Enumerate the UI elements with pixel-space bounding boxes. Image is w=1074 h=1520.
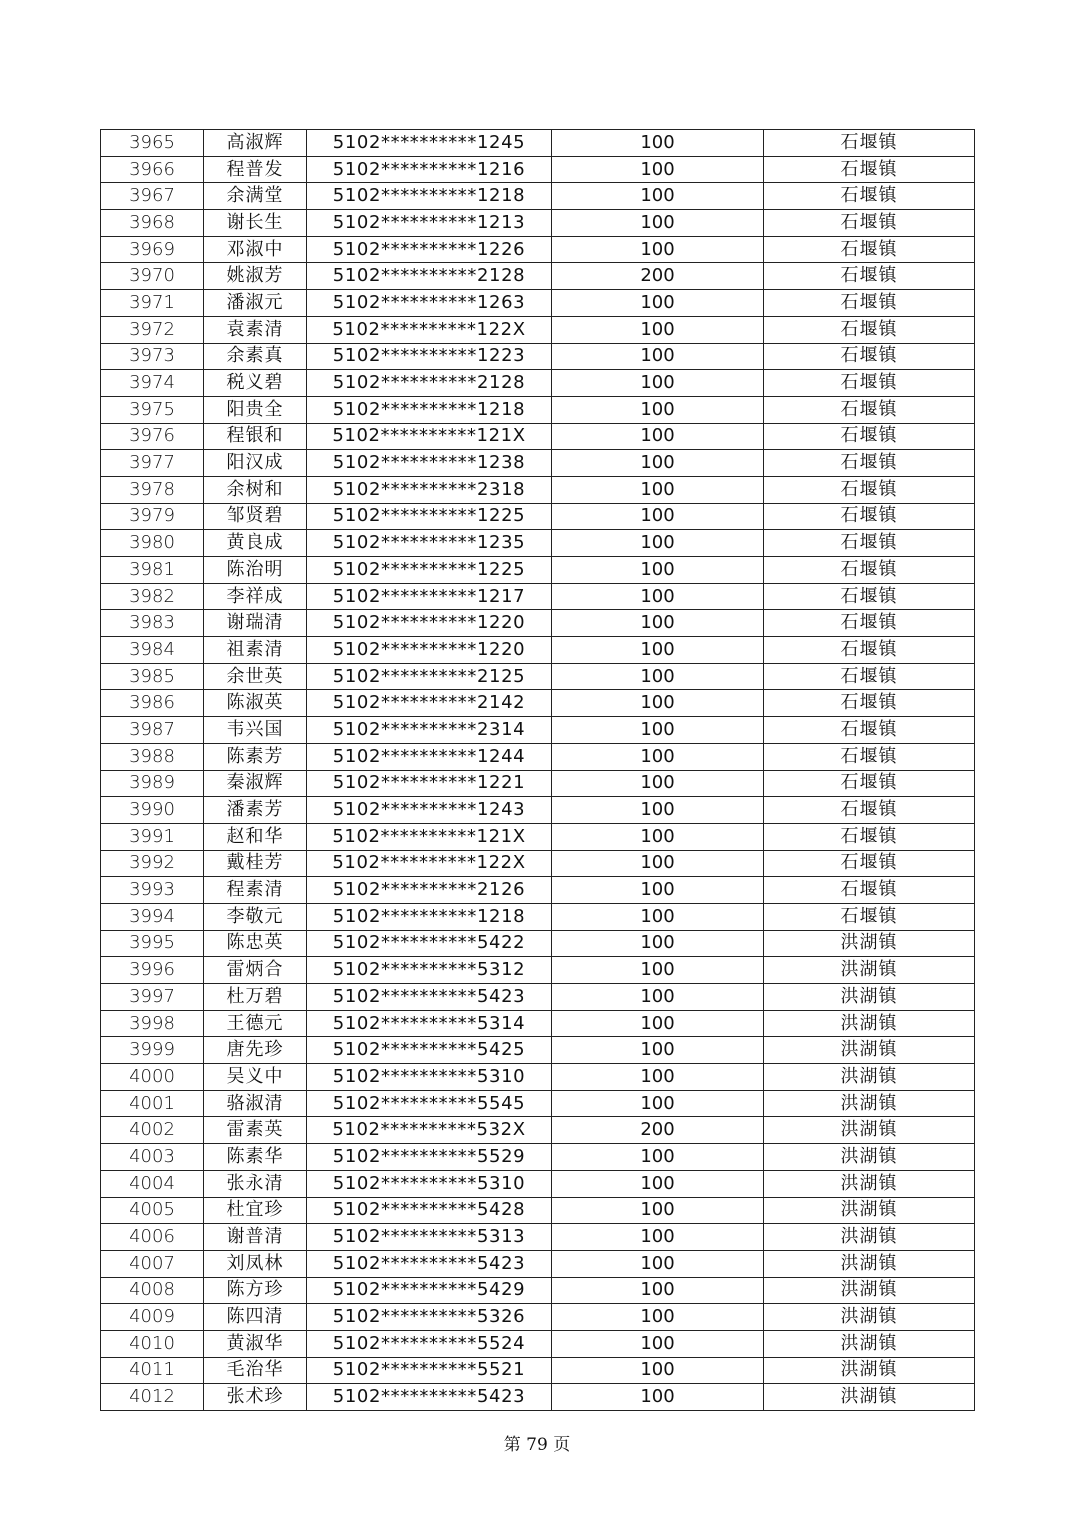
row-number-cell: 3975 <box>101 396 204 423</box>
town-cell: 石堰镇 <box>764 743 975 770</box>
amount-cell: 100 <box>552 957 764 984</box>
town-cell: 石堰镇 <box>764 396 975 423</box>
id-number-cell: 5102**********1263 <box>307 290 552 317</box>
amount-cell: 100 <box>552 797 764 824</box>
town-cell: 洪湖镇 <box>764 957 975 984</box>
row-number-cell: 3988 <box>101 743 204 770</box>
table-row <box>101 850 975 877</box>
table-row <box>101 930 975 957</box>
amount-cell: 100 <box>552 343 764 370</box>
amount-cell: 100 <box>552 877 764 904</box>
row-number-cell: 4004 <box>101 1170 204 1197</box>
amount-cell: 100 <box>552 583 764 610</box>
id-number-cell: 5102**********122X <box>307 316 552 343</box>
town-cell: 石堰镇 <box>764 797 975 824</box>
row-number-cell: 3969 <box>101 236 204 263</box>
person-name-cell: 韦兴国 <box>204 717 307 744</box>
amount-cell: 100 <box>552 1304 764 1331</box>
table-row <box>101 743 975 770</box>
table-row <box>101 316 975 343</box>
amount-cell: 100 <box>552 717 764 744</box>
town-cell: 石堰镇 <box>764 423 975 450</box>
person-name-cell: 陈治明 <box>204 557 307 584</box>
table-row <box>101 130 975 157</box>
id-number-cell: 5102**********1235 <box>307 530 552 557</box>
person-name-cell: 税义碧 <box>204 370 307 397</box>
row-number-cell: 3997 <box>101 984 204 1011</box>
person-name-cell: 张永清 <box>204 1170 307 1197</box>
id-number-cell: 5102**********5524 <box>307 1330 552 1357</box>
person-name-cell: 杜宜珍 <box>204 1197 307 1224</box>
town-cell: 石堰镇 <box>764 877 975 904</box>
person-name-cell: 程银和 <box>204 423 307 450</box>
table-row <box>101 984 975 1011</box>
table-row <box>101 823 975 850</box>
table-row <box>101 1037 975 1064</box>
amount-cell: 100 <box>552 1224 764 1251</box>
amount-cell: 100 <box>552 530 764 557</box>
id-number-cell: 5102**********1218 <box>307 183 552 210</box>
person-name-cell: 雷炳合 <box>204 957 307 984</box>
id-number-cell: 5102**********122X <box>307 850 552 877</box>
row-number-cell: 4012 <box>101 1384 204 1411</box>
table-row <box>101 1357 975 1384</box>
table-row <box>101 1064 975 1091</box>
row-number-cell: 3990 <box>101 797 204 824</box>
town-cell: 石堰镇 <box>764 316 975 343</box>
table-row <box>101 1197 975 1224</box>
table-row <box>101 717 975 744</box>
table-row <box>101 370 975 397</box>
amount-cell: 100 <box>552 1250 764 1277</box>
person-name-cell: 陈素芳 <box>204 743 307 770</box>
row-number-cell: 3968 <box>101 210 204 237</box>
table-row <box>101 1224 975 1251</box>
row-number-cell: 3991 <box>101 823 204 850</box>
table-row <box>101 530 975 557</box>
town-cell: 石堰镇 <box>764 476 975 503</box>
person-name-cell: 李敬元 <box>204 903 307 930</box>
row-number-cell: 3977 <box>101 450 204 477</box>
town-cell: 洪湖镇 <box>764 1330 975 1357</box>
person-name-cell: 阳贵全 <box>204 396 307 423</box>
town-cell: 石堰镇 <box>764 183 975 210</box>
amount-cell: 100 <box>552 423 764 450</box>
town-cell: 洪湖镇 <box>764 1250 975 1277</box>
row-number-cell: 3971 <box>101 290 204 317</box>
id-number-cell: 5102**********5313 <box>307 1224 552 1251</box>
row-number-cell: 3979 <box>101 503 204 530</box>
table-row <box>101 903 975 930</box>
amount-cell: 100 <box>552 1197 764 1224</box>
table-row <box>101 263 975 290</box>
amount-cell: 100 <box>552 1357 764 1384</box>
amount-cell: 100 <box>552 370 764 397</box>
table-row <box>101 637 975 664</box>
town-cell: 洪湖镇 <box>764 1064 975 1091</box>
person-name-cell: 黄淑华 <box>204 1330 307 1357</box>
town-cell: 石堰镇 <box>764 263 975 290</box>
amount-cell: 100 <box>552 984 764 1011</box>
table-row <box>101 1170 975 1197</box>
table-row <box>101 210 975 237</box>
id-number-cell: 5102**********1217 <box>307 583 552 610</box>
row-number-cell: 3972 <box>101 316 204 343</box>
id-number-cell: 5102**********1225 <box>307 557 552 584</box>
row-number-cell: 3976 <box>101 423 204 450</box>
town-cell: 石堰镇 <box>764 450 975 477</box>
person-name-cell: 张术珍 <box>204 1384 307 1411</box>
id-number-cell: 5102**********1243 <box>307 797 552 824</box>
id-number-cell: 5102**********1245 <box>307 130 552 157</box>
amount-cell: 100 <box>552 183 764 210</box>
table-row <box>101 1330 975 1357</box>
town-cell: 石堰镇 <box>764 236 975 263</box>
row-number-cell: 3986 <box>101 690 204 717</box>
town-cell: 石堰镇 <box>764 690 975 717</box>
row-number-cell: 3965 <box>101 130 204 157</box>
row-number-cell: 3998 <box>101 1010 204 1037</box>
id-number-cell: 5102**********1244 <box>307 743 552 770</box>
amount-cell: 100 <box>552 663 764 690</box>
id-number-cell: 5102**********2314 <box>307 717 552 744</box>
id-number-cell: 5102**********1238 <box>307 450 552 477</box>
amount-cell: 100 <box>552 610 764 637</box>
amount-cell: 100 <box>552 130 764 157</box>
amount-cell: 100 <box>552 903 764 930</box>
person-name-cell: 黄良成 <box>204 530 307 557</box>
id-number-cell: 5102**********5326 <box>307 1304 552 1331</box>
table-row <box>101 476 975 503</box>
id-number-cell: 5102**********2125 <box>307 663 552 690</box>
person-name-cell: 陈四清 <box>204 1304 307 1331</box>
person-name-cell: 杜万碧 <box>204 984 307 1011</box>
person-name-cell: 吴义中 <box>204 1064 307 1091</box>
id-number-cell: 5102**********1220 <box>307 610 552 637</box>
id-number-cell: 5102**********121X <box>307 823 552 850</box>
id-number-cell: 5102**********5310 <box>307 1170 552 1197</box>
amount-cell: 100 <box>552 156 764 183</box>
row-number-cell: 4003 <box>101 1144 204 1171</box>
row-number-cell: 3987 <box>101 717 204 744</box>
person-name-cell: 谢长生 <box>204 210 307 237</box>
row-number-cell: 3995 <box>101 930 204 957</box>
town-cell: 石堰镇 <box>764 903 975 930</box>
id-number-cell: 5102**********5423 <box>307 1250 552 1277</box>
table-row <box>101 770 975 797</box>
town-cell: 石堰镇 <box>764 210 975 237</box>
person-name-cell: 秦淑辉 <box>204 770 307 797</box>
person-name-cell: 戴桂芳 <box>204 850 307 877</box>
row-number-cell: 4005 <box>101 1197 204 1224</box>
person-name-cell: 唐先珍 <box>204 1037 307 1064</box>
id-number-cell: 5102**********121X <box>307 423 552 450</box>
person-name-cell: 赵和华 <box>204 823 307 850</box>
person-name-cell: 陈淑英 <box>204 690 307 717</box>
table-row <box>101 583 975 610</box>
id-number-cell: 5102**********5310 <box>307 1064 552 1091</box>
id-number-cell: 5102**********5423 <box>307 984 552 1011</box>
id-number-cell: 5102**********5529 <box>307 1144 552 1171</box>
amount-cell: 100 <box>552 557 764 584</box>
person-name-cell: 陈素华 <box>204 1144 307 1171</box>
town-cell: 石堰镇 <box>764 156 975 183</box>
amount-cell: 100 <box>552 1330 764 1357</box>
row-number-cell: 3978 <box>101 476 204 503</box>
table-row <box>101 183 975 210</box>
row-number-cell: 3989 <box>101 770 204 797</box>
town-cell: 洪湖镇 <box>764 1357 975 1384</box>
person-name-cell: 程普发 <box>204 156 307 183</box>
person-name-cell: 阳汉成 <box>204 450 307 477</box>
person-name-cell: 刘凤林 <box>204 1250 307 1277</box>
person-name-cell: 余树和 <box>204 476 307 503</box>
table-row <box>101 156 975 183</box>
amount-cell: 100 <box>552 476 764 503</box>
id-number-cell: 5102**********532X <box>307 1117 552 1144</box>
row-number-cell: 4008 <box>101 1277 204 1304</box>
row-number-cell: 3985 <box>101 663 204 690</box>
row-number-cell: 3966 <box>101 156 204 183</box>
row-number-cell: 3973 <box>101 343 204 370</box>
amount-cell: 100 <box>552 930 764 957</box>
table-row <box>101 1144 975 1171</box>
table-row <box>101 557 975 584</box>
id-number-cell: 5102**********5423 <box>307 1384 552 1411</box>
town-cell: 石堰镇 <box>764 663 975 690</box>
amount-cell: 100 <box>552 1170 764 1197</box>
town-cell: 石堰镇 <box>764 770 975 797</box>
id-number-cell: 5102**********5429 <box>307 1277 552 1304</box>
person-name-cell: 陈忠英 <box>204 930 307 957</box>
row-number-cell: 3974 <box>101 370 204 397</box>
table-row <box>101 610 975 637</box>
row-number-cell: 4002 <box>101 1117 204 1144</box>
id-number-cell: 5102**********1223 <box>307 343 552 370</box>
id-number-cell: 5102**********2126 <box>307 877 552 904</box>
person-name-cell: 程素清 <box>204 877 307 904</box>
amount-cell: 100 <box>552 823 764 850</box>
amount-cell: 100 <box>552 1144 764 1171</box>
table-row <box>101 503 975 530</box>
row-number-cell: 4001 <box>101 1090 204 1117</box>
person-name-cell: 潘淑元 <box>204 290 307 317</box>
table-row <box>101 236 975 263</box>
row-number-cell: 3992 <box>101 850 204 877</box>
id-number-cell: 5102**********5314 <box>307 1010 552 1037</box>
amount-cell: 200 <box>552 1117 764 1144</box>
row-number-cell: 4010 <box>101 1330 204 1357</box>
person-name-cell: 邓淑中 <box>204 236 307 263</box>
id-number-cell: 5102**********2318 <box>307 476 552 503</box>
town-cell: 洪湖镇 <box>764 1090 975 1117</box>
town-cell: 洪湖镇 <box>764 1197 975 1224</box>
person-name-cell: 余素真 <box>204 343 307 370</box>
person-name-cell: 高淑辉 <box>204 130 307 157</box>
amount-cell: 100 <box>552 290 764 317</box>
table-row <box>101 797 975 824</box>
amount-cell: 100 <box>552 1090 764 1117</box>
amount-cell: 100 <box>552 1064 764 1091</box>
row-number-cell: 3999 <box>101 1037 204 1064</box>
row-number-cell: 3967 <box>101 183 204 210</box>
person-name-cell: 姚淑芳 <box>204 263 307 290</box>
table-row <box>101 663 975 690</box>
amount-cell: 100 <box>552 210 764 237</box>
id-number-cell: 5102**********2128 <box>307 370 552 397</box>
table-row <box>101 957 975 984</box>
table-row <box>101 290 975 317</box>
table-row <box>101 877 975 904</box>
table-row <box>101 1117 975 1144</box>
id-number-cell: 5102**********1225 <box>307 503 552 530</box>
amount-cell: 100 <box>552 236 764 263</box>
row-number-cell: 3993 <box>101 877 204 904</box>
id-number-cell: 5102**********2142 <box>307 690 552 717</box>
row-number-cell: 4007 <box>101 1250 204 1277</box>
town-cell: 洪湖镇 <box>764 1304 975 1331</box>
id-number-cell: 5102**********1221 <box>307 770 552 797</box>
table-row <box>101 1384 975 1411</box>
page-number: 第 79 页 <box>503 1435 571 1455</box>
table-row <box>101 423 975 450</box>
town-cell: 洪湖镇 <box>764 1010 975 1037</box>
recipient-table <box>100 129 975 1411</box>
id-number-cell: 5102**********1226 <box>307 236 552 263</box>
id-number-cell: 5102**********1218 <box>307 396 552 423</box>
person-name-cell: 陈方珍 <box>204 1277 307 1304</box>
amount-cell: 100 <box>552 690 764 717</box>
id-number-cell: 5102**********1218 <box>307 903 552 930</box>
person-name-cell: 袁素清 <box>204 316 307 343</box>
row-number-cell: 3970 <box>101 263 204 290</box>
person-name-cell: 谢瑞清 <box>204 610 307 637</box>
person-name-cell: 李祥成 <box>204 583 307 610</box>
id-number-cell: 5102**********2128 <box>307 263 552 290</box>
table-row <box>101 1010 975 1037</box>
table-row <box>101 396 975 423</box>
row-number-cell: 4006 <box>101 1224 204 1251</box>
row-number-cell: 3983 <box>101 610 204 637</box>
table-row <box>101 450 975 477</box>
town-cell: 石堰镇 <box>764 823 975 850</box>
town-cell: 洪湖镇 <box>764 1144 975 1171</box>
id-number-cell: 5102**********1220 <box>307 637 552 664</box>
row-number-cell: 3981 <box>101 557 204 584</box>
table-row <box>101 1304 975 1331</box>
person-name-cell: 毛治华 <box>204 1357 307 1384</box>
id-number-cell: 5102**********1213 <box>307 210 552 237</box>
table-row <box>101 1250 975 1277</box>
id-number-cell: 5102**********1216 <box>307 156 552 183</box>
person-name-cell: 祖素清 <box>204 637 307 664</box>
id-number-cell: 5102**********5545 <box>307 1090 552 1117</box>
person-name-cell: 王德元 <box>204 1010 307 1037</box>
person-name-cell: 雷素英 <box>204 1117 307 1144</box>
town-cell: 石堰镇 <box>764 530 975 557</box>
table-row <box>101 690 975 717</box>
row-number-cell: 3980 <box>101 530 204 557</box>
row-number-cell: 4000 <box>101 1064 204 1091</box>
person-name-cell: 谢普清 <box>204 1224 307 1251</box>
amount-cell: 100 <box>552 743 764 770</box>
table-row <box>101 1277 975 1304</box>
table-row <box>101 343 975 370</box>
row-number-cell: 3996 <box>101 957 204 984</box>
amount-cell: 100 <box>552 1037 764 1064</box>
town-cell: 石堰镇 <box>764 850 975 877</box>
person-name-cell: 余满堂 <box>204 183 307 210</box>
amount-cell: 200 <box>552 263 764 290</box>
person-name-cell: 邹贤碧 <box>204 503 307 530</box>
town-cell: 洪湖镇 <box>764 1384 975 1411</box>
town-cell: 石堰镇 <box>764 503 975 530</box>
table-row <box>101 1090 975 1117</box>
town-cell: 石堰镇 <box>764 130 975 157</box>
id-number-cell: 5102**********5422 <box>307 930 552 957</box>
person-name-cell: 潘素芳 <box>204 797 307 824</box>
id-number-cell: 5102**********5428 <box>307 1197 552 1224</box>
row-number-cell: 4011 <box>101 1357 204 1384</box>
id-number-cell: 5102**********5425 <box>307 1037 552 1064</box>
recipient-table-body <box>101 130 975 1411</box>
person-name-cell: 骆淑清 <box>204 1090 307 1117</box>
town-cell: 石堰镇 <box>764 290 975 317</box>
amount-cell: 100 <box>552 1010 764 1037</box>
town-cell: 洪湖镇 <box>764 1277 975 1304</box>
id-number-cell: 5102**********5312 <box>307 957 552 984</box>
amount-cell: 100 <box>552 770 764 797</box>
row-number-cell: 3984 <box>101 637 204 664</box>
row-number-cell: 4009 <box>101 1304 204 1331</box>
amount-cell: 100 <box>552 316 764 343</box>
town-cell: 石堰镇 <box>764 557 975 584</box>
amount-cell: 100 <box>552 1384 764 1411</box>
amount-cell: 100 <box>552 396 764 423</box>
town-cell: 洪湖镇 <box>764 1117 975 1144</box>
town-cell: 洪湖镇 <box>764 1224 975 1251</box>
town-cell: 石堰镇 <box>764 583 975 610</box>
amount-cell: 100 <box>552 637 764 664</box>
town-cell: 洪湖镇 <box>764 930 975 957</box>
amount-cell: 100 <box>552 503 764 530</box>
row-number-cell: 3982 <box>101 583 204 610</box>
town-cell: 石堰镇 <box>764 610 975 637</box>
town-cell: 石堰镇 <box>764 343 975 370</box>
town-cell: 洪湖镇 <box>764 1037 975 1064</box>
id-number-cell: 5102**********5521 <box>307 1357 552 1384</box>
amount-cell: 100 <box>552 850 764 877</box>
town-cell: 石堰镇 <box>764 717 975 744</box>
town-cell: 石堰镇 <box>764 370 975 397</box>
row-number-cell: 3994 <box>101 903 204 930</box>
person-name-cell: 余世英 <box>204 663 307 690</box>
amount-cell: 100 <box>552 1277 764 1304</box>
amount-cell: 100 <box>552 450 764 477</box>
town-cell: 石堰镇 <box>764 637 975 664</box>
town-cell: 洪湖镇 <box>764 1170 975 1197</box>
town-cell: 洪湖镇 <box>764 984 975 1011</box>
